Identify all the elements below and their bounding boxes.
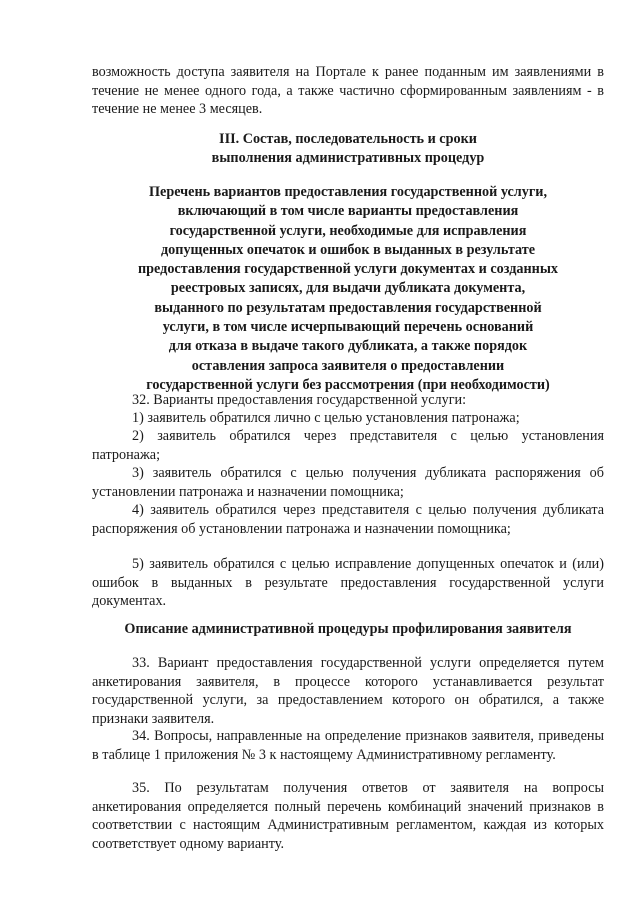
list-item-5: 5) заявитель обратился с целью исправление допущенных опечаток и (или) ошибок в выданных в результате предоставления государственной услуги документах. xyxy=(92,556,604,609)
list-item-4: 4) заявитель обратился через представителя с целью получения дубликата распоряжения об установлении патронажа и назначении помощника; xyxy=(92,502,604,537)
variants-heading-line: допущенных опечаток и ошибок в выданных в результате xyxy=(161,241,535,258)
variants-heading-line: включающий в том числе варианты предоставления xyxy=(177,203,519,220)
paragraph-33: 33. Вариант предоставления государственной услуги определяется путем анкетирования заявителя, в процессе которого устанавливается результат государственной услуги, за предоставлением которого он обратился, а также признаки заявителя. xyxy=(92,655,604,727)
profiling-heading: Описание административной процедуры профилирования заявителя xyxy=(124,621,572,637)
variants-heading-line: выданного по результатам предоставления государственной xyxy=(154,299,542,316)
variants-heading-line: предоставления государственной услуги документах и созданных xyxy=(137,261,558,278)
section-title-line: выполнения административных процедур xyxy=(211,150,485,167)
intro-paragraph: возможность доступа заявителя на Портале к ранее поданным им заявлениями в течение не менее одного года, а также частично сформированным заявлениям - в течение не менее 3 месяцев. xyxy=(92,64,604,117)
variants-heading-line: государственной услуги без рассмотрения (при необходимости) xyxy=(146,376,550,393)
list-item-3: 3) заявитель обратился с целью получения дубликата распоряжения об установлении патронажа и назначении помощника; xyxy=(92,465,604,500)
variants-heading xyxy=(92,183,604,395)
paragraph-35: 35. По результатам получения ответов от заявителя на вопросы анкетирования определяется полный перечень комбинаций значений признаков в соответствии с настоящим Административным регламентом, каждая из которых соответствует одному варианту. xyxy=(92,780,604,852)
section-title-line: III. Состав, последовательность и сроки xyxy=(219,131,477,147)
variants-heading-line: Перечень вариантов предоставления государственной услуги, xyxy=(148,184,547,200)
paragraph-32: 32. Варианты предоставления государственной услуги: xyxy=(132,392,467,408)
variants-heading-line: для отказа в выдаче такого дубликата, а также порядок xyxy=(168,338,528,355)
paragraph-34: 34. Вопросы, направленные на определение признаков заявителя, приведены в таблице 1 приложения № 3 к настоящему Административному регламенту. xyxy=(92,728,604,763)
variants-heading-line: услуги, в том числе исчерпывающий перечень оснований xyxy=(162,319,534,336)
list-item-2: 2) заявитель обратился через представителя с целью установления патронажа; xyxy=(92,428,604,463)
section-title xyxy=(92,130,604,169)
variants-heading-line: государственной услуги, необходимые для исправления xyxy=(169,222,527,239)
variants-heading-line: оставления запроса заявителя о предоставлении xyxy=(191,357,505,374)
variants-heading-line: реестровых записях, для выдачи дубликата документа, xyxy=(170,280,526,297)
list-item-1: 1) заявитель обратился лично с целью установления патронажа; xyxy=(132,410,520,426)
